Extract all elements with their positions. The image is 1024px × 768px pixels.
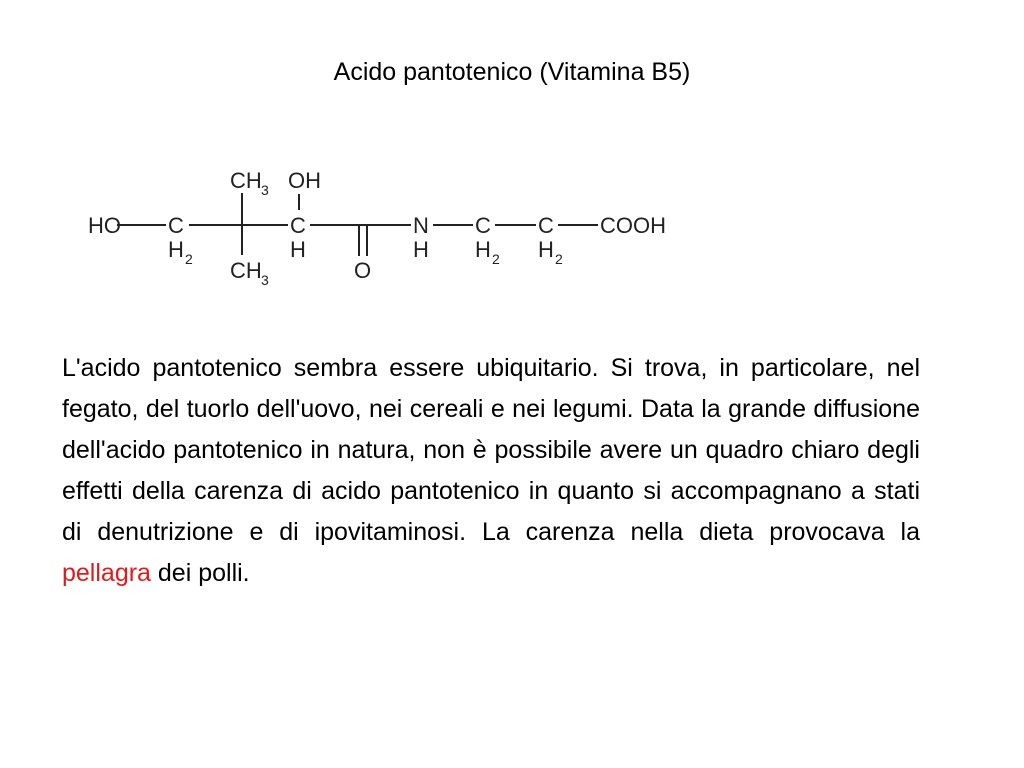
structural-formula-diagram	[88, 160, 688, 290]
atom-o-carbonyl: O	[354, 258, 372, 283]
subscript-c1: 2	[185, 251, 193, 267]
atom-ch3-top: CH	[230, 168, 262, 193]
description-paragraph	[62, 348, 920, 594]
subscript-c5: 2	[492, 251, 500, 267]
atom-c6: C	[538, 213, 554, 238]
atom-cooh: COOH	[600, 213, 666, 238]
paragraph-tail: dei polli.	[157, 559, 250, 587]
atom-oh: OH	[288, 168, 321, 193]
atom-ho: HO	[88, 213, 121, 238]
atom-h-n: H	[413, 237, 429, 262]
slide-title: Acido pantotenico (Vitamina B5)	[333, 58, 691, 86]
bonds	[117, 193, 598, 256]
subscript-c6: 2	[555, 251, 563, 267]
atom-h-c3: H	[290, 237, 306, 262]
pantothenic-acid-structure	[88, 160, 688, 290]
atom-h2-c5: H	[475, 237, 491, 262]
atom-c3: C	[290, 213, 306, 238]
subscript-ch3-top: 3	[261, 182, 269, 198]
atom-c1: C	[168, 213, 184, 238]
subscript-ch3-bottom: 3	[261, 272, 269, 288]
atom-ch3-bottom: CH	[230, 258, 262, 283]
atom-h2-c6: H	[538, 237, 554, 262]
atom-h2-c1: H	[168, 237, 184, 262]
paragraph-body: L'acido pantotenico sembra essere ubiquitario. Si trova, in particolare, nel fegato, del tuorlo dell'uovo, nei cereali e nei legumi. Data la grande diffusione dell'acido pantotenico in natura, non è possibile avere un quadro chiaro degli effetti della carenza di acido pantotenico in quanto si accompagnano a stati di denutrizione e di ipovitaminosi. La carenza nella dieta provocava la	[62, 354, 920, 546]
atom-n: N	[413, 213, 429, 238]
highlight-pellagra: pellagra	[62, 559, 151, 587]
atom-c5: C	[475, 213, 491, 238]
